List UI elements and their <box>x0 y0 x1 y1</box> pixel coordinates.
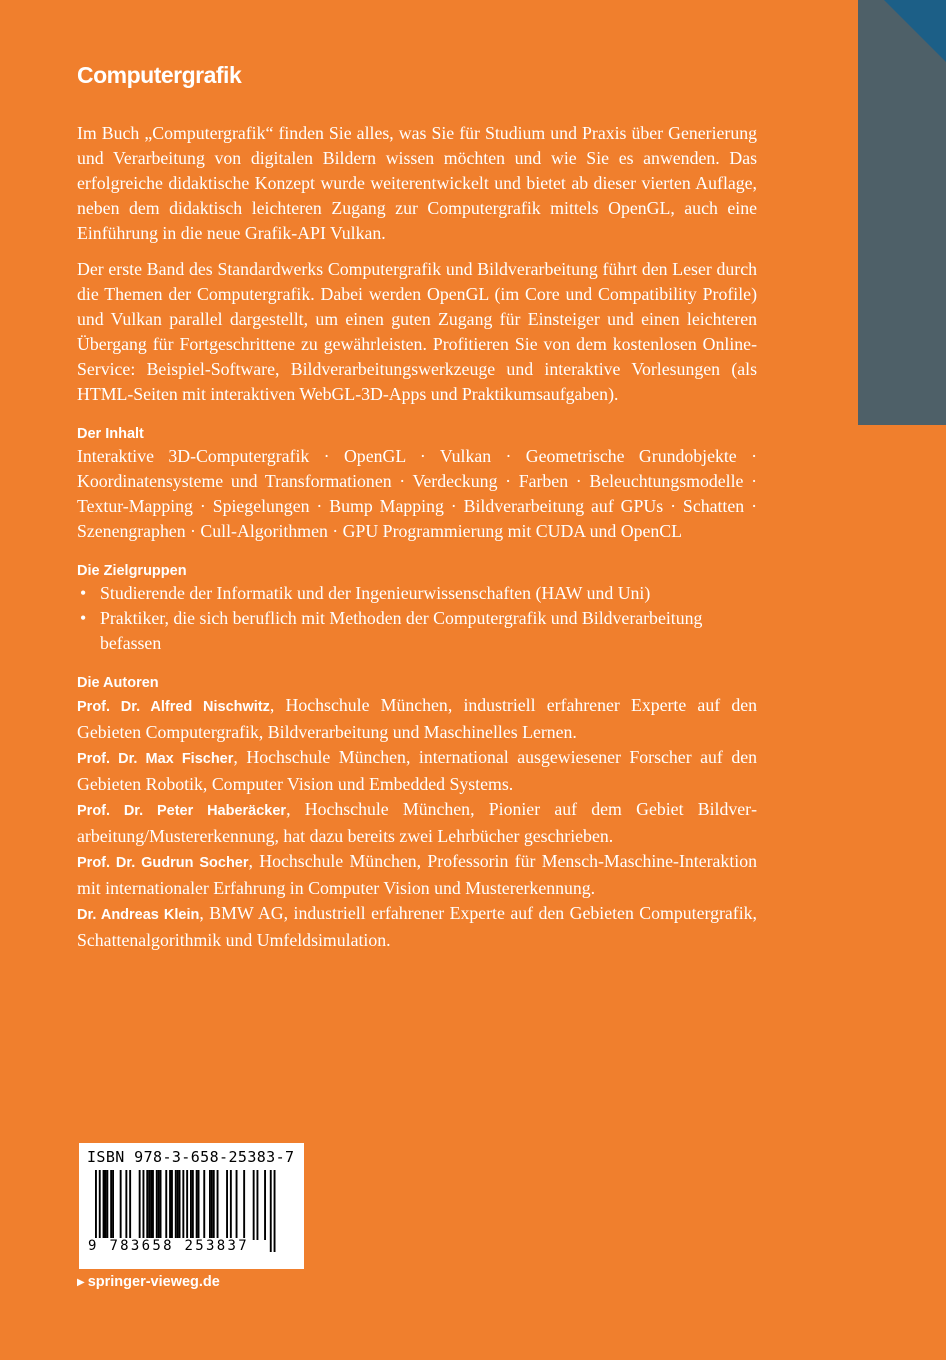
barcode-bar <box>139 1170 141 1240</box>
barcode-bar <box>103 1170 105 1240</box>
arrow-right-icon: ▶ <box>77 1276 85 1288</box>
barcode-bar <box>165 1170 167 1240</box>
author-name: Dr. Andreas Klein <box>77 907 200 923</box>
author-description: , Hochschule München, industriell erfahrener Experte auf den Gebieten Computergrafik, Bildverarbeitung und Maschinelles Lernen. <box>77 695 757 742</box>
contents-text: Interaktive 3D-Computergrafik · OpenGL · Vulkan · Geometrische Grundobjekte · Koordinatensysteme und Transformationen · Verdeckung · Farben · Beleuchtungsmodelle · Textur-Mapping · Spiegelungen · Bump Mapping · Bildverarbeitung auf GPUs · Schatten · Szenengraphen · Cull-Algorithmen · GPU Programmierung mit CUDA und OpenCL <box>77 446 757 541</box>
barcode-bar <box>203 1170 205 1240</box>
author-entry <box>77 693 757 745</box>
author-description: , Hochschule München, Pionier auf dem Gebiet Bildverarbeitung/Mustererkennung, hat dazu bereits zwei Lehrbücher geschrieben. <box>77 799 757 846</box>
audience-list <box>77 581 757 656</box>
barcode-bar <box>230 1170 232 1240</box>
authors-heading: Die Autoren <box>77 675 159 691</box>
audience-item-text: Praktiker, die sich beruflich mit Methoden der Computergrafik und Bildverarbeitung befassen <box>100 608 703 653</box>
author-entry <box>77 745 757 797</box>
barcode-bar <box>243 1170 245 1240</box>
author-entry <box>77 797 757 849</box>
barcode-bar <box>179 1170 181 1240</box>
ean-digits-row <box>87 1238 296 1254</box>
contents-heading: Der Inhalt <box>77 426 144 442</box>
barcode-bar <box>105 1170 107 1240</box>
back-cover-text <box>77 62 757 953</box>
barcode-bar <box>253 1170 255 1240</box>
barcode-bar <box>209 1170 211 1240</box>
book-title: Computergrafik <box>77 62 242 88</box>
barcode-bar <box>171 1170 173 1240</box>
list-item <box>77 581 757 606</box>
barcode-bar <box>146 1170 148 1240</box>
barcode-bar <box>169 1170 171 1240</box>
publisher-link[interactable] <box>77 1274 220 1290</box>
barcode-bar <box>196 1170 198 1240</box>
intro-paragraph-2: Der erste Band des Standardwerks Computergrafik und Bildverarbeitung führt den Leser durch die Themen der Computergrafik. Dabei werden OpenGL (im Core und Compatibility Profile) und Vulkan parallel dargestellt, um einen guten Zugang für Einsteiger und einen leichteren Übergang für Fortgeschrittene zu gewährleisten. Profitieren Sie von dem kostenlosen Online-Service: Beispiel-Software, Bildverarbeitungswerkzeuge und interaktive Vorlesungen (als HTML-Seiten mit interaktiven WebGL-3D-Apps und Praktikumsaufgaben). <box>77 259 757 404</box>
barcode-bar <box>198 1170 200 1240</box>
barcode-bar <box>213 1170 215 1240</box>
barcode-bar <box>112 1170 114 1240</box>
barcode-bar <box>125 1170 127 1240</box>
publisher-url: springer-vieweg.de <box>87 1274 220 1290</box>
barcode-bar <box>236 1170 238 1240</box>
author-entry <box>77 849 757 901</box>
ean-digits: 9 783658 253837 <box>88 1238 249 1254</box>
author-name: Prof. Dr. Max Fischer <box>77 751 234 767</box>
bullet-icon: • <box>80 608 87 628</box>
barcode-bar <box>143 1170 145 1240</box>
list-item <box>77 606 757 656</box>
corner-panel <box>858 0 946 425</box>
barcode-bar <box>175 1170 177 1240</box>
barcode-bar <box>264 1170 266 1240</box>
barcode-bar <box>211 1170 213 1240</box>
author-description: , Hochschule München, Professorin für Mensch-Maschine-Interaktion mit internationaler Erfahrung in Computer Vision und Mustererkennung. <box>77 851 757 898</box>
barcode-bar <box>110 1170 112 1240</box>
barcode-bar <box>257 1170 259 1240</box>
barcode-bar <box>156 1170 158 1240</box>
isbn-label: ISBN 978-3-658-25383-7 <box>87 1148 295 1166</box>
barcode-bar <box>226 1170 228 1240</box>
corner-triangle <box>884 0 946 62</box>
barcode-bar <box>217 1170 219 1240</box>
barcode-bar <box>192 1170 194 1240</box>
bullet-icon: • <box>80 583 87 603</box>
author-entry <box>77 901 757 953</box>
barcode-bar <box>190 1170 192 1240</box>
barcode-bar <box>148 1170 150 1240</box>
barcode-bar <box>120 1170 122 1240</box>
barcode-bar <box>158 1170 160 1240</box>
barcode-bar <box>106 1170 108 1240</box>
barcode-bar <box>129 1170 131 1240</box>
isbn-barcode <box>79 1143 304 1269</box>
barcode-bar <box>177 1170 179 1240</box>
barcode-bar <box>150 1170 152 1240</box>
author-description: , BMW AG, industriell erfahrener Experte auf den Gebieten Computergrafik, Schattenalgorithmik und Umfeldsimulation. <box>77 903 757 950</box>
audience-heading: Die Zielgruppen <box>77 563 187 579</box>
author-name: Prof. Dr. Gudrun Socher <box>77 855 249 871</box>
author-name: Prof. Dr. Alfred Nischwitz <box>77 699 270 715</box>
author-description: , Hochschule München, international ausgewiesener Forscher auf den Gebieten Robotik, Computer Vision und Embedded Systems. <box>77 747 757 794</box>
barcode-bar <box>160 1170 162 1240</box>
audience-item-text: Studierende der Informatik und der Ingenieurwissenschaften (HAW und Uni) <box>100 583 651 603</box>
author-name: Prof. Dr. Peter Haberäcker <box>77 803 287 819</box>
barcode-bar <box>152 1170 154 1240</box>
intro-paragraph-1: Im Buch „Computergrafik“ finden Sie alles, was Sie für Studium und Praxis über Generierung und Verarbeitung von digitalen Bildern wissen möchten und wie Sie es anwenden. Das erfolgreiche didaktische Konzept wurde weiterentwickelt und bietet ab dieser vierten Auflage, neben dem didaktisch leichteren Zugang zur Computergrafik mittels OpenGL, auch eine Einführung in die neue Grafik-API Vulkan. <box>77 123 757 243</box>
